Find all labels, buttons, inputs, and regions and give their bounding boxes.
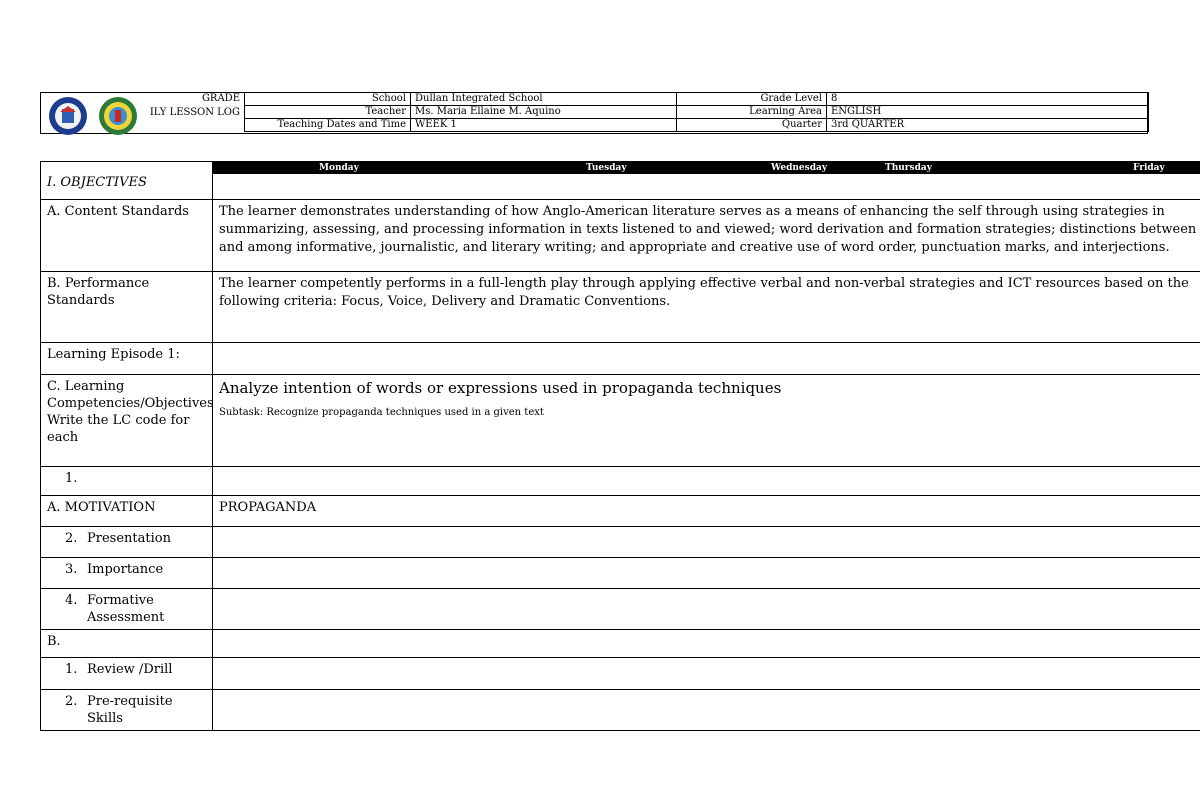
deped-seal-icon [48,96,88,136]
day-monday: Monday [319,163,359,173]
formative-assessment-row [41,589,1200,630]
school-label: School [245,93,411,106]
formative-number: 4. [65,593,78,608]
day-thursday: Thursday [885,163,932,173]
day-wednesday: Wednesday [771,163,828,173]
content-standards-row [41,200,1200,272]
presentation-label: Presentation [87,531,171,546]
teacher-value: Ms. Maria Ellaine M. Aquino [411,106,677,119]
competency-subtask: Subtask: Recognize propaganda techniques used in a given text [219,407,544,418]
review-label-cell [41,658,213,690]
objectives-label: I. OBJECTIVES [41,162,213,200]
teaching-dates-value: WEEK 1 [411,119,677,132]
learning-area-label: Learning Area [677,106,827,119]
formative-cell [213,589,1200,630]
prereq-number: 2. [65,694,78,709]
review-label: Review /Drill [87,662,173,677]
item-1-cell [213,467,1200,496]
daily-lesson-log-label: ILY LESSON LOG [140,107,240,119]
content-standards-text: The learner demonstrates understanding of how Anglo-American literature serves as a means of enhancing the self through using strategies in summarizing, assessing, and processing information in texts listened to and viewed; word derivation and formation strategies; distinctions between and among informative, journalistic, and literary writing; and appropriate and creative use of word order, punctuation marks, and interjections. [213,200,1200,272]
performance-standards-label: B. Performance Standards [41,272,213,343]
school-value: Dullan Integrated School [411,93,677,106]
grade-level-value: 8 [827,93,1149,106]
quarter-label: Quarter [677,119,827,132]
header-info-table [244,92,1149,132]
b-label: B. [41,630,213,658]
day-tuesday: Tuesday [586,163,627,173]
review-number: 1. [65,662,78,677]
b-row [41,630,1200,658]
motivation-text: PROPAGANDA [213,496,1200,527]
learning-episode-row [41,343,1200,375]
content-standards-label: A. Content Standards [41,200,213,272]
importance-label: Importance [87,562,164,577]
motivation-label: A. MOTIVATION [41,496,213,527]
item-1-label [41,467,213,496]
competency-title: Analyze intention of words or expressions used in propaganda techniques [219,379,782,397]
grade-label: GRADE [201,93,240,104]
presentation-cell [213,527,1200,558]
importance-row [41,558,1200,589]
teacher-label: Teacher [245,106,411,119]
item-1-row [41,467,1200,496]
item-1-number: 1. [65,471,78,486]
importance-label-cell [41,558,213,589]
presentation-number: 2. [65,531,78,546]
header-row-teacher [245,106,1149,119]
b-cell [213,630,1200,658]
quarter-value: 3rd QUARTER [827,119,1149,132]
review-cell [213,658,1200,690]
prereq-label-cell [41,690,213,731]
competencies-row [41,375,1200,467]
day-friday: Friday [1133,163,1165,173]
presentation-label-cell [41,527,213,558]
performance-standards-text: The learner competently performs in a full-length play through applying effective verbal and non-verbal strategies and ICT resources based on the following criteria: Focus, Voice, Delivery and Dramatic Conventions. [213,272,1200,343]
motivation-row [41,496,1200,527]
grade-level-label: Grade Level [677,93,827,106]
formative-label-cell [41,589,213,630]
learning-area-value: ENGLISH [827,106,1149,119]
performance-standards-row [41,272,1200,343]
learning-episode-cell [213,343,1200,375]
header-row-school [245,93,1149,106]
presentation-row [41,527,1200,558]
objectives-row [41,162,1200,200]
prerequisite-row [41,690,1200,731]
prereq-cell [213,690,1200,731]
importance-number: 3. [65,562,78,577]
learning-episode-label: Learning Episode 1: [41,343,213,375]
prereq-label: Pre-requisite Skills [87,694,173,726]
competencies-cell [213,375,1200,467]
formative-label: Formative Assessment [87,593,165,625]
teaching-dates-label: Teaching Dates and Time [245,119,411,132]
days-header-cell [213,162,1200,200]
days-header-bar [213,162,1200,174]
lesson-log-table [40,161,1200,731]
school-seal-icon [98,96,138,136]
review-row [41,658,1200,690]
importance-cell [213,558,1200,589]
competencies-label: C. Learning Competencies/Objectives Write the LC code for each [41,375,213,467]
header-row-dates [245,119,1149,132]
